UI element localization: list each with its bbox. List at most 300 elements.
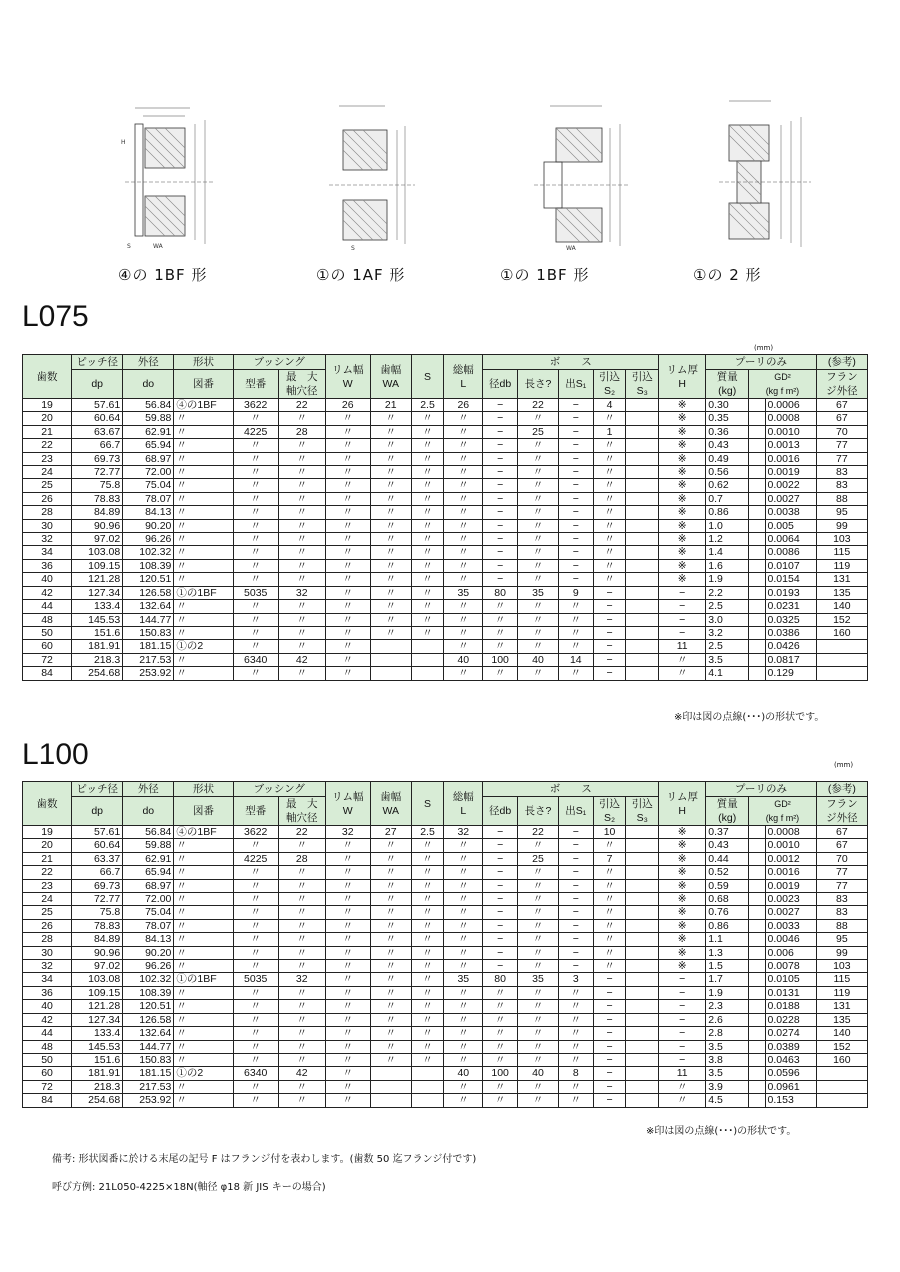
table-cell: 3 [558, 973, 593, 986]
table-cell: 〃 [444, 425, 483, 438]
table-cell: 99 [816, 946, 867, 959]
table-cell: − [558, 506, 593, 519]
table-cell: − [483, 506, 518, 519]
table-cell: 1.3 [706, 946, 749, 959]
table-cell: 5035 [233, 973, 278, 986]
table-cell: 22 [518, 399, 559, 412]
table-cell: 〃 [174, 919, 233, 932]
table-cell: 0.52 [706, 866, 749, 879]
table-cell: 〃 [370, 839, 411, 852]
table-cell: 〃 [278, 479, 325, 492]
table-cell: 100 [483, 1067, 518, 1080]
table-cell: − [593, 1000, 626, 1013]
table-cell: 〃 [444, 986, 483, 999]
table-cell: 67 [816, 412, 867, 425]
table-cell: 〃 [325, 852, 370, 865]
table-cell [749, 479, 765, 492]
section-title: L075 [22, 300, 89, 333]
table-cell: 〃 [233, 906, 278, 919]
table-cell: 145.53 [72, 1040, 123, 1053]
table-cell: 〃 [518, 412, 559, 425]
table-cell: 〃 [593, 893, 626, 906]
table-cell: 68.97 [123, 879, 174, 892]
table-cell: 0.0131 [765, 986, 816, 999]
table-cell [626, 1080, 659, 1093]
table-cell [749, 826, 765, 839]
table-cell: 〃 [444, 839, 483, 852]
table-cell: 〃 [593, 946, 626, 959]
table-cell: 〃 [593, 533, 626, 546]
table-cell: − [593, 1013, 626, 1026]
table-cell: 19 [23, 826, 72, 839]
table-cell: 〃 [411, 533, 444, 546]
table-cell: 90.96 [72, 946, 123, 959]
spec-table-l100 [22, 781, 868, 1108]
table-cell: 133.4 [72, 1027, 123, 1040]
table-cell [626, 466, 659, 479]
table-cell: 〃 [593, 960, 626, 973]
column-header: 最 大 軸穴径 [278, 797, 325, 826]
table-cell: 1.2 [706, 533, 749, 546]
table-cell: 32 [444, 826, 483, 839]
table-cell: 〃 [174, 600, 233, 613]
table-cell: 〃 [411, 613, 444, 626]
table-cell: 80 [483, 973, 518, 986]
table-cell: ①の2 [174, 640, 233, 653]
table-cell: ※ [659, 439, 706, 452]
table-cell: 〃 [370, 879, 411, 892]
table-cell: 0.0231 [765, 600, 816, 613]
table-cell: 〃 [483, 1013, 518, 1026]
table-cell: 〃 [233, 1000, 278, 1013]
table-cell: ④の1BF [174, 399, 233, 412]
table-cell: − [483, 960, 518, 973]
table-cell: − [593, 1053, 626, 1066]
table-cell: 24 [23, 893, 72, 906]
table-cell [749, 559, 765, 572]
table-cell: 〃 [444, 893, 483, 906]
table-note: ※印は図の点線(･･･)の形状です。 [674, 712, 825, 723]
table-row [23, 399, 868, 412]
table-cell [749, 893, 765, 906]
table-cell: 〃 [593, 546, 626, 559]
table-cell: 151.6 [72, 626, 123, 639]
table-cell: 32 [23, 533, 72, 546]
table-cell [749, 1000, 765, 1013]
table-cell [370, 1094, 411, 1107]
table-cell: − [593, 1027, 626, 1040]
table-cell: 72.77 [72, 893, 123, 906]
table-cell: 3.8 [706, 1053, 749, 1066]
table-cell: 〃 [278, 919, 325, 932]
table-cell: 102.32 [123, 546, 174, 559]
table-cell: 〃 [325, 613, 370, 626]
column-header: 外径 [123, 355, 174, 370]
table-cell: 〃 [325, 1013, 370, 1026]
table-row [23, 1094, 868, 1107]
table-cell: 〃 [411, 546, 444, 559]
table-cell: 〃 [483, 600, 518, 613]
table-cell: 181.91 [72, 1067, 123, 1080]
table-cell: ※ [659, 479, 706, 492]
table-row [23, 439, 868, 452]
table-cell: 1.6 [706, 559, 749, 572]
unit-label: (mm) [754, 344, 774, 352]
column-header: dp [72, 370, 123, 399]
table-cell [749, 412, 765, 425]
table-cell [749, 973, 765, 986]
table-cell: 〃 [233, 893, 278, 906]
table-cell: 〃 [278, 559, 325, 572]
table-cell: 〃 [370, 1053, 411, 1066]
table-cell: 〃 [278, 667, 325, 680]
table-cell [749, 1053, 765, 1066]
table-cell: 28 [23, 933, 72, 946]
table-cell: − [558, 452, 593, 465]
table-cell: 60 [23, 640, 72, 653]
table-cell: 119 [816, 559, 867, 572]
table-cell: 40 [23, 573, 72, 586]
table-cell: 〃 [233, 613, 278, 626]
table-cell [626, 1013, 659, 1026]
table-cell [749, 439, 765, 452]
table-cell: 62.91 [123, 852, 174, 865]
table-cell: ※ [659, 893, 706, 906]
table-cell: 〃 [370, 506, 411, 519]
table-cell: 〃 [558, 1094, 593, 1107]
table-cell: 70 [816, 425, 867, 438]
table-cell: 78.83 [72, 919, 123, 932]
table-cell [816, 640, 867, 653]
table-cell: 78.07 [123, 492, 174, 505]
table-cell: 〃 [483, 1080, 518, 1093]
table-cell: 〃 [325, 839, 370, 852]
table-cell: − [483, 425, 518, 438]
table-cell: 〃 [411, 492, 444, 505]
table-cell: 〃 [174, 626, 233, 639]
table-cell: 0.0086 [765, 546, 816, 559]
table-cell [626, 479, 659, 492]
table-cell: − [558, 946, 593, 959]
table-row [23, 1040, 868, 1053]
table-cell: 〃 [174, 986, 233, 999]
column-header: リム幅 W [325, 355, 370, 399]
table-cell: 〃 [233, 492, 278, 505]
table-cell: 0.005 [765, 519, 816, 532]
table-row [23, 519, 868, 532]
table-cell: 0.0274 [765, 1027, 816, 1040]
table-cell: 〃 [325, 600, 370, 613]
table-cell: 〃 [278, 839, 325, 852]
table-row [23, 533, 868, 546]
table-cell: 36 [23, 986, 72, 999]
table-cell: 0.59 [706, 879, 749, 892]
table-cell: 1.5 [706, 960, 749, 973]
table-cell: 〃 [444, 573, 483, 586]
table-cell [626, 640, 659, 653]
table-cell: 1.9 [706, 573, 749, 586]
table-cell: 〃 [278, 946, 325, 959]
table-cell [626, 946, 659, 959]
table-row [23, 986, 868, 999]
table-cell [816, 1080, 867, 1093]
column-header: 歯幅 WA [370, 782, 411, 826]
table-cell: 〃 [370, 866, 411, 879]
table-cell: 0.0010 [765, 839, 816, 852]
footer-example: 呼び方例: 21L050-4225×18N(軸径 φ18 新 JIS キーの場合) [52, 1182, 326, 1193]
column-header: 歯幅 WA [370, 355, 411, 399]
table-cell: 21 [23, 852, 72, 865]
table-cell: 〃 [444, 933, 483, 946]
table-cell: − [659, 1013, 706, 1026]
table-cell: 〃 [518, 519, 559, 532]
table-cell: 35 [444, 586, 483, 599]
table-cell: 119 [816, 986, 867, 999]
table-cell: 32 [325, 826, 370, 839]
table-cell: 2.5 [411, 826, 444, 839]
table-cell: 〃 [483, 1040, 518, 1053]
table-cell: 131 [816, 573, 867, 586]
column-header: 質量 (kg) [706, 797, 749, 826]
table-cell [749, 919, 765, 932]
table-cell: 160 [816, 1053, 867, 1066]
table-cell [626, 626, 659, 639]
column-header: 型番 [233, 370, 278, 399]
table-cell: 〃 [370, 852, 411, 865]
table-cell: 〃 [370, 1027, 411, 1040]
table-cell: − [593, 1067, 626, 1080]
table-cell [626, 667, 659, 680]
table-row [23, 573, 868, 586]
table-cell: − [483, 879, 518, 892]
table-row [23, 1080, 868, 1093]
table-cell: 〃 [233, 933, 278, 946]
table-cell [370, 640, 411, 653]
table-cell: ※ [659, 826, 706, 839]
column-header: (参考) [816, 782, 867, 797]
table-cell: 〃 [411, 893, 444, 906]
table-cell: 〃 [518, 667, 559, 680]
table-cell: 〃 [370, 519, 411, 532]
table-cell: − [558, 492, 593, 505]
table-cell [370, 667, 411, 680]
table-cell: 42 [23, 586, 72, 599]
table-cell [411, 640, 444, 653]
table-cell: 127.34 [72, 1013, 123, 1026]
table-cell: 〃 [558, 667, 593, 680]
table-cell: 25 [518, 852, 559, 865]
table-cell: 42 [23, 1013, 72, 1026]
table-cell: ※ [659, 573, 706, 586]
table-cell: 32 [278, 973, 325, 986]
table-cell [749, 1067, 765, 1080]
table-cell: 40 [518, 653, 559, 666]
table-cell [626, 506, 659, 519]
table-cell: − [483, 559, 518, 572]
table-cell: 〃 [518, 546, 559, 559]
table-cell: 84.13 [123, 933, 174, 946]
table-cell [411, 667, 444, 680]
table-cell: − [558, 960, 593, 973]
table-cell: 〃 [325, 653, 370, 666]
table-cell: 〃 [411, 466, 444, 479]
table-row [23, 466, 868, 479]
table-cell: 〃 [593, 466, 626, 479]
table-cell: 〃 [325, 412, 370, 425]
table-cell: − [659, 986, 706, 999]
table-cell: 69.73 [72, 452, 123, 465]
table-cell [626, 425, 659, 438]
table-cell: 8 [558, 1067, 593, 1080]
table-cell: ※ [659, 425, 706, 438]
table-cell: 103.08 [72, 546, 123, 559]
table-cell [626, 573, 659, 586]
table-cell [749, 506, 765, 519]
table-cell: 0.0033 [765, 919, 816, 932]
table-cell: 6340 [233, 653, 278, 666]
table-cell: 28 [278, 425, 325, 438]
table-cell: 0.0016 [765, 866, 816, 879]
table-cell: 0.0023 [765, 893, 816, 906]
table-cell: 40 [23, 1000, 72, 1013]
table-cell: 121.28 [72, 1000, 123, 1013]
table-cell: 151.6 [72, 1053, 123, 1066]
table-cell: 0.86 [706, 919, 749, 932]
table-cell: 〃 [233, 866, 278, 879]
table-cell [626, 839, 659, 852]
table-cell [749, 533, 765, 546]
table-note: ※印は図の点線(･･･)の形状です。 [646, 1126, 797, 1137]
table-cell: 〃 [233, 546, 278, 559]
table-cell: 〃 [483, 986, 518, 999]
table-cell: 〃 [370, 1040, 411, 1053]
table-cell: 〃 [518, 452, 559, 465]
pulley-drawing-4-1bf [115, 100, 225, 250]
table-cell: 〃 [518, 1027, 559, 1040]
table-cell: 〃 [278, 506, 325, 519]
table-cell: ※ [659, 839, 706, 852]
table-row [23, 559, 868, 572]
table-cell: 24 [23, 466, 72, 479]
table-cell: 〃 [370, 986, 411, 999]
table-cell: 0.0013 [765, 439, 816, 452]
table-cell [816, 1094, 867, 1107]
table-cell: 〃 [411, 600, 444, 613]
table-cell: 〃 [325, 667, 370, 680]
table-cell: 108.39 [123, 986, 174, 999]
table-cell [626, 613, 659, 626]
table-cell: 〃 [518, 506, 559, 519]
table-cell [411, 1067, 444, 1080]
table-cell [626, 519, 659, 532]
table-cell [626, 1000, 659, 1013]
table-cell: 23 [23, 879, 72, 892]
table-cell: 〃 [483, 640, 518, 653]
table-cell: 〃 [325, 919, 370, 932]
table-cell: 〃 [518, 600, 559, 613]
svg-text:H: H [121, 139, 126, 146]
table-cell: 〃 [325, 479, 370, 492]
table-cell: 〃 [370, 1000, 411, 1013]
table-cell: 〃 [325, 573, 370, 586]
table-cell: − [558, 879, 593, 892]
table-cell: 〃 [483, 1053, 518, 1066]
table-cell: 0.0961 [765, 1080, 816, 1093]
table-cell: 〃 [325, 466, 370, 479]
table-cell [626, 893, 659, 906]
column-header: 長さ? [518, 370, 559, 399]
pulley-drawing-1-1bf [530, 100, 640, 250]
table-cell: 〃 [325, 640, 370, 653]
table-cell: − [558, 466, 593, 479]
table-cell: ※ [659, 906, 706, 919]
table-cell: 0.0006 [765, 399, 816, 412]
table-cell: 〃 [370, 973, 411, 986]
table-cell: 48 [23, 613, 72, 626]
table-cell: ※ [659, 960, 706, 973]
table-cell: − [659, 1040, 706, 1053]
table-cell: − [558, 919, 593, 932]
pulley-drawing-1-1af [325, 100, 425, 250]
table-cell: 〃 [659, 1094, 706, 1107]
table-cell: ①の1BF [174, 586, 233, 599]
table-cell: 〃 [233, 946, 278, 959]
column-header: 総幅 L [444, 782, 483, 826]
table-cell: 〃 [174, 1094, 233, 1107]
table-cell: 〃 [370, 466, 411, 479]
svg-text:S: S [351, 245, 355, 250]
table-cell: 22 [23, 439, 72, 452]
table-cell: 〃 [444, 1053, 483, 1066]
table-cell: 0.43 [706, 839, 749, 852]
table-cell: 28 [23, 506, 72, 519]
table-cell: 26 [23, 492, 72, 505]
table-cell: 181.91 [72, 640, 123, 653]
table-cell: ※ [659, 519, 706, 532]
table-cell: 〃 [444, 452, 483, 465]
table-cell: 〃 [370, 933, 411, 946]
table-cell: 〃 [483, 613, 518, 626]
table-cell: 〃 [370, 946, 411, 959]
table-cell [626, 653, 659, 666]
table-cell: 〃 [325, 1067, 370, 1080]
table-cell: 0.49 [706, 452, 749, 465]
table-cell: 0.0008 [765, 826, 816, 839]
table-row [23, 492, 868, 505]
table-cell: 〃 [444, 412, 483, 425]
table-cell: 〃 [659, 1080, 706, 1093]
table-cell [749, 613, 765, 626]
table-cell: 62.91 [123, 425, 174, 438]
table-cell [626, 906, 659, 919]
table-cell: 2.5 [411, 399, 444, 412]
table-cell: 35 [444, 973, 483, 986]
table-cell: 88 [816, 919, 867, 932]
column-header: 歯数 [23, 782, 72, 826]
table-cell: 〃 [518, 960, 559, 973]
column-header: 出S₁ [558, 370, 593, 399]
table-row [23, 946, 868, 959]
table-cell: 〃 [233, 466, 278, 479]
table-cell: 75.8 [72, 906, 123, 919]
column-header: 質量 (kg) [706, 370, 749, 399]
table-cell: 0.68 [706, 893, 749, 906]
table-row [23, 613, 868, 626]
table-cell: 99 [816, 519, 867, 532]
table-cell [626, 600, 659, 613]
table-cell: 67 [816, 826, 867, 839]
table-cell [749, 879, 765, 892]
